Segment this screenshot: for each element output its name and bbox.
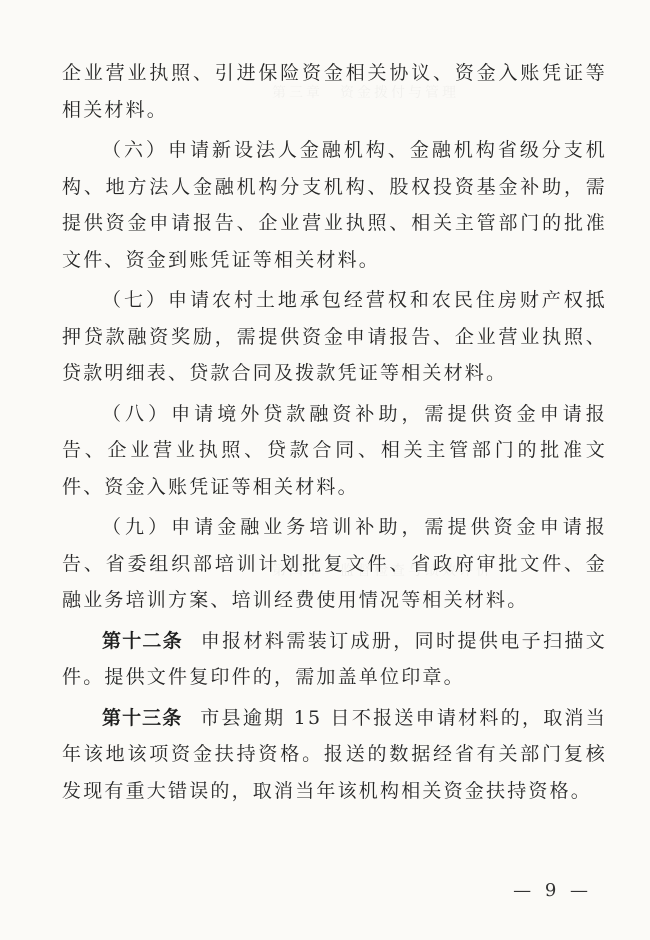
article-12 <box>62 623 607 696</box>
paragraph-text: 企业营业执照、引进保险资金相关协议、资金入账凭证等相关材料。 <box>62 62 607 121</box>
paragraph-item-8 <box>62 396 607 506</box>
paragraph-text: （九）申请金融业务培训补助，需提供资金申请报告、省委组织部培训计划批复文件、省政府审批文件、金融业务培训方案、培训经费使用情况等相关材料。 <box>62 516 607 611</box>
paragraph-text: 申报材料需装订成册，同时提供电子扫描文件。提供文件复印件的，需加盖单位印章。 <box>62 629 607 688</box>
article-number: 第十二条 <box>102 629 183 652</box>
paragraph-text: （八）申请境外贷款融资补助，需提供资金申请报告、企业营业执照、贷款合同、相关主管部门的批准文件、资金入账凭证等相关材料。 <box>62 402 607 498</box>
article-13 <box>62 700 607 810</box>
paragraph-text: （六）申请新设法人金融机构、金融机构省级分支机构、地方法人金融机构分支机构、股权投资基金补助，需提供资金申请报告、企业营业执照、相关主管部门的批准文件、资金到账凭证等相关材料。 <box>62 139 607 271</box>
paragraph-item-7 <box>62 282 607 392</box>
paragraph-continuation <box>62 55 607 128</box>
paragraph-item-6 <box>62 132 607 278</box>
article-number: 第十三条 <box>102 706 183 729</box>
paragraph-text: （七）申请农村土地承包经营权和农民住房财产权抵押贷款融资奖励，需提供资金申请报告、企业营业执照、贷款明细表、贷款合同及拨款凭证等相关材料。 <box>62 289 607 384</box>
page-number: — 9 — <box>513 880 592 901</box>
document-body <box>62 55 607 813</box>
paragraph-item-9 <box>62 509 607 619</box>
paragraph-text: 市县逾期 15 日不报送申请材料的，取消当年该地该项资金扶持资格。报送的数据经省有关部门复核发现有重大错误的，取消当年该机构相关资金扶持资格。 <box>62 706 607 802</box>
